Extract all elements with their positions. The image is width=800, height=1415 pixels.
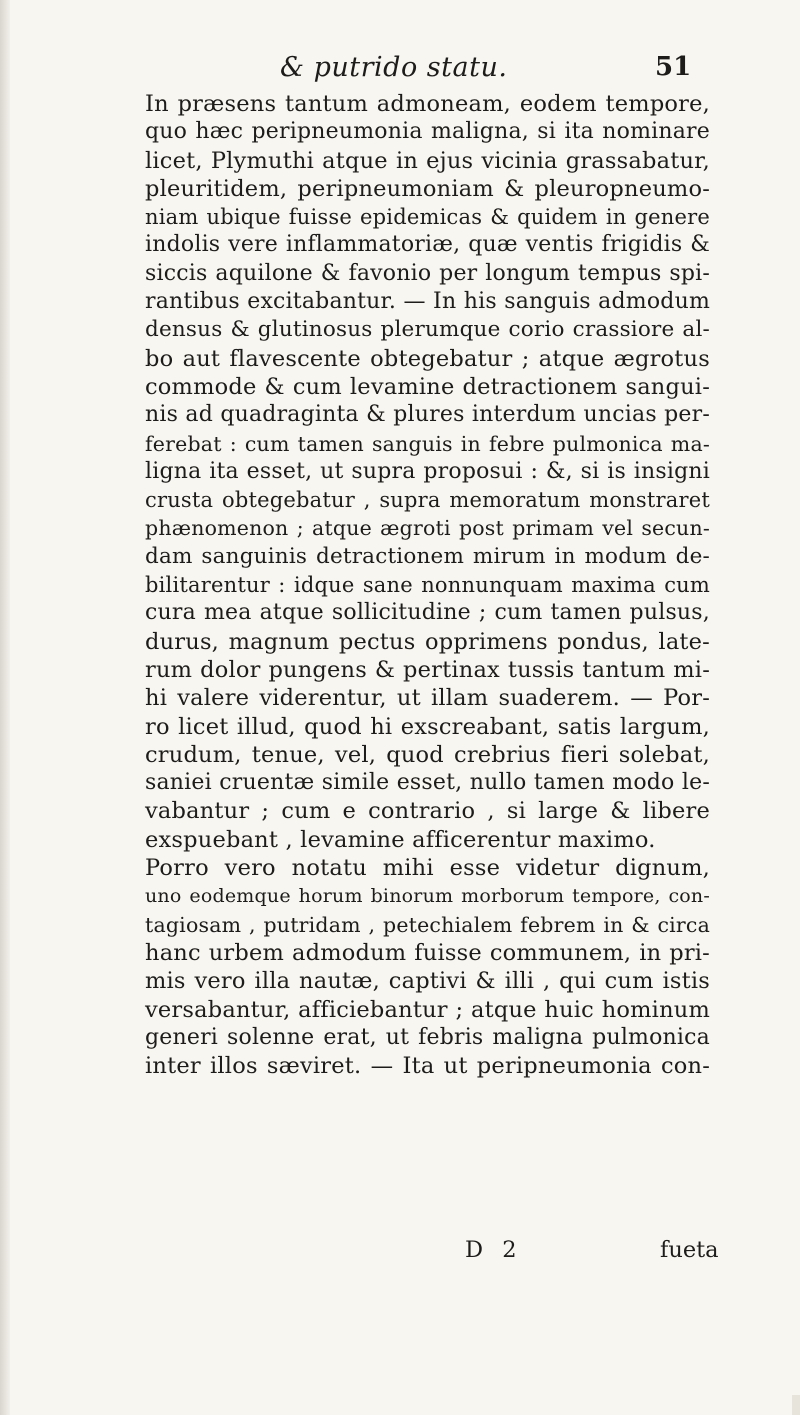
text-line: vabantur ; cum e contrario , si large & libere — [145, 798, 710, 825]
text-line: rantibus excitabantur. — In his sanguis admodum — [145, 289, 710, 315]
text-line: indolis vere inflammatoriæ, quæ ventis frigidis & — [145, 232, 710, 258]
text-line: dam sanguinis detractionem mirum in modum de- — [145, 543, 710, 569]
text-line: exspuebant , levamine afficerentur maximo. — [145, 826, 656, 853]
text-line: Porro vero notatu mihi esse videtur dignum, — [145, 855, 710, 882]
text-line: tagiosam , putridam , petechialem febrem in & circa — [145, 912, 710, 937]
text-line: ligna ita esset, ut supra proposui : &, si is insigni — [145, 458, 710, 484]
text-line: densus & glutinosus plerumque corio crassiore al- — [145, 317, 710, 343]
signature-mark: D 2 — [465, 1237, 523, 1263]
text-line: durus, magnum pectus opprimens pondus, late- — [145, 628, 710, 655]
text-line: rum dolor pungens & pertinax tussis tantum mi- — [145, 656, 710, 683]
text-line: pleuritidem, peripneumoniam & pleuropneumo- — [145, 175, 710, 202]
catchword: fueta — [660, 1237, 719, 1263]
text-line: phænomenon ; atque ægroti post primam vel secun- — [145, 516, 710, 541]
text-line: licet, Plymuthi atque in ejus vicinia grassabatur, — [145, 147, 710, 174]
text-line: generi solenne erat, ut febris maligna pulmonica — [145, 1024, 710, 1050]
text-line: niam ubique fuisse epidemicas & quidem in genere — [145, 205, 710, 230]
text-line: inter illos sæviret. — Ita ut peripneumonia con- — [145, 1053, 710, 1080]
running-title: & putrido statu. — [280, 52, 508, 83]
text-line: commode & cum levamine detractionem sangui- — [145, 373, 710, 400]
running-head — [0, 52, 800, 88]
text-line: crusta obtegebatur , supra memoratum monstraret — [145, 488, 710, 513]
text-line: uno eodemque horum binorum morborum tempore, con- — [145, 885, 710, 908]
text-line: mis vero illa nautæ, captivi & illi , qui cum istis — [145, 968, 710, 995]
text-line: bo aut flavescente obtegebatur ; atque ægrotus — [145, 345, 710, 372]
text-line: hanc urbem admodum fuisse communem, in pri- — [145, 939, 710, 966]
page-footer — [0, 1237, 800, 1267]
text-line: In præsens tantum admoneam, eodem tempore, — [145, 91, 710, 117]
text-line: bilitarentur : idque sane nonnunquam maxima cum — [145, 573, 710, 598]
page-edge-shadow — [0, 0, 10, 1415]
text-line: quo hæc peripneumonia maligna, si ita nominare — [145, 119, 710, 145]
text-line: ferebat : cum tamen sanguis in febre pulmonica ma- — [145, 431, 710, 456]
text-line: nis ad quadraginta & plures interdum uncias per- — [145, 402, 710, 428]
body-text — [145, 90, 710, 1080]
text-line: crudum, tenue, vel, quod crebrius fieri solebat, — [145, 741, 710, 768]
text-line: saniei cruentæ simile esset, nullo tamen modo le- — [145, 770, 710, 796]
paper-edge — [792, 1395, 800, 1415]
text-line: siccis aquilone & favonio per longum tempus spi- — [145, 260, 710, 286]
page-number: 51 — [655, 52, 692, 82]
text-line: hi valere viderentur, ut illam suaderem. — Por- — [145, 685, 710, 712]
text-line: versabantur, afficiebantur ; atque huic hominum — [145, 996, 710, 1023]
text-line: ro licet illud, quod hi exscreabant, satis largum, — [145, 713, 710, 740]
text-line: cura mea atque sollicitudine ; cum tamen pulsus, — [145, 600, 710, 626]
